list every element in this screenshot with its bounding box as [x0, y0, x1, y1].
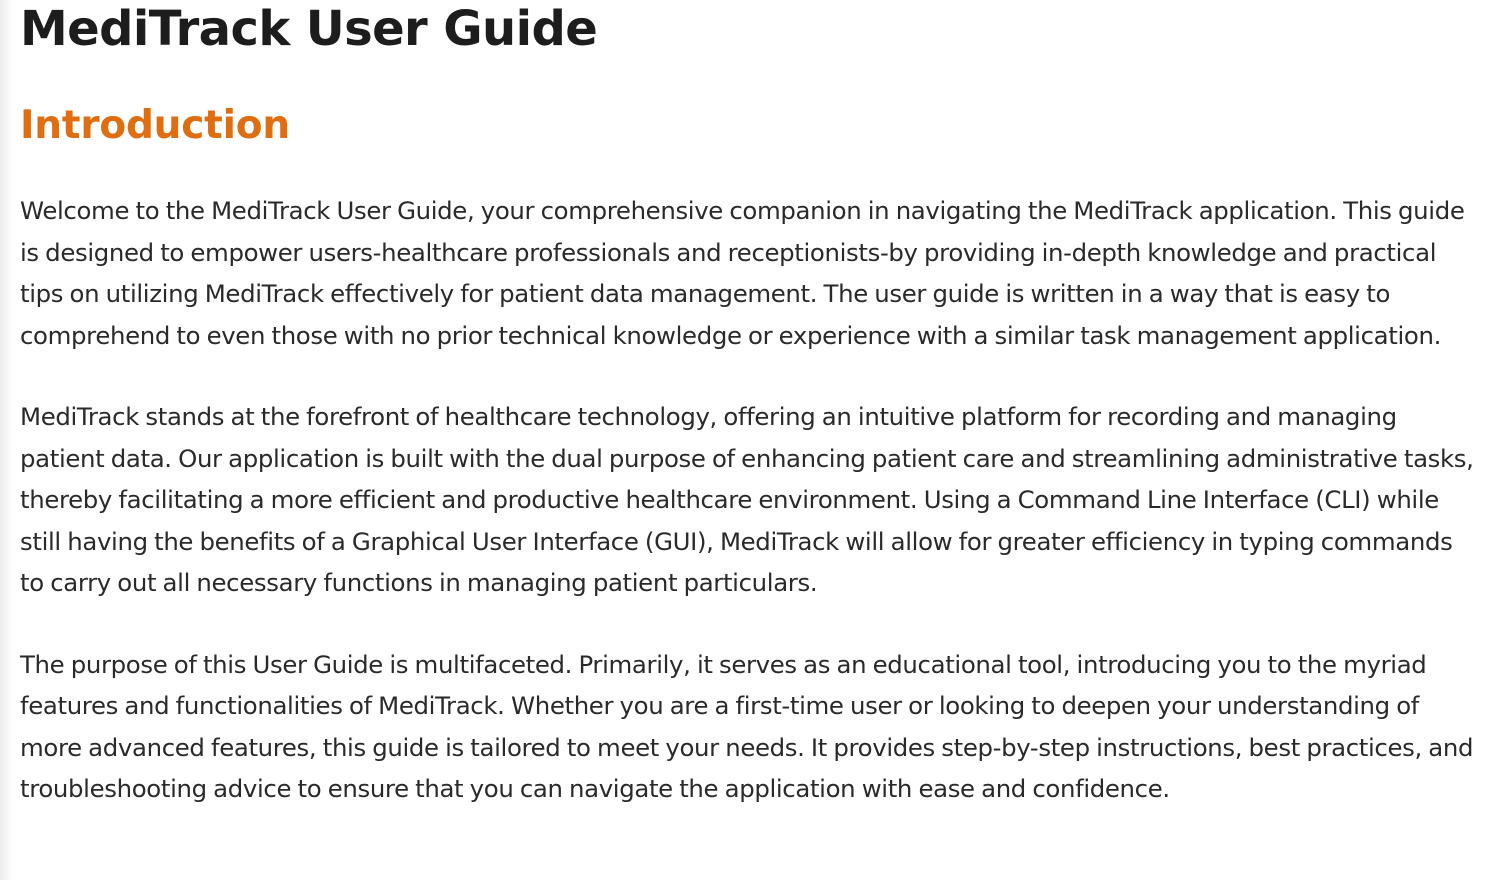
- intro-paragraph-2: MediTrack stands at the forefront of healthcare technology, offering an intuitive platform for recording and managing patient data. Our application is built with the dual purpose of enhancing patient care and streamlining administrative tasks, thereby facilitating a more efficient and productive healthcare environment. Using a Command Line Interface (CLI) while still having the benefits of a Graphical User Interface (GUI), MediTrack will allow for greater efficiency in typing commands to carry out all necessary functions in managing patient particulars.: [20, 402, 1474, 597]
- document-content: [20, 0, 1480, 810]
- intro-paragraph-3: The purpose of this User Guide is multifaceted. Primarily, it serves as an educational tool, introducing you to the myriad features and functionalities of MediTrack. Whether you are a first-time user or looking to deepen your understanding of more advanced features, this guide is tailored to meet your needs. It provides step-by-step instructions, best practices, and troubleshooting advice to ensure that you can navigate the application with ease and confidence.: [20, 649, 1474, 803]
- section-heading-introduction: Introduction: [20, 103, 290, 148]
- left-edge-shadow: [0, 0, 14, 880]
- page-title: MediTrack User Guide: [20, 1, 598, 57]
- intro-paragraph-1: Welcome to the MediTrack User Guide, your comprehensive companion in navigating the MediTrack application. This guide is designed to empower users-healthcare professionals and receptionists-by providing in-depth knowledge and practical tips on utilizing MediTrack effectively for patient data management. The user guide is written in a way that is easy to comprehend to even those with no prior technical knowledge or experience with a similar task management application.: [20, 196, 1465, 350]
